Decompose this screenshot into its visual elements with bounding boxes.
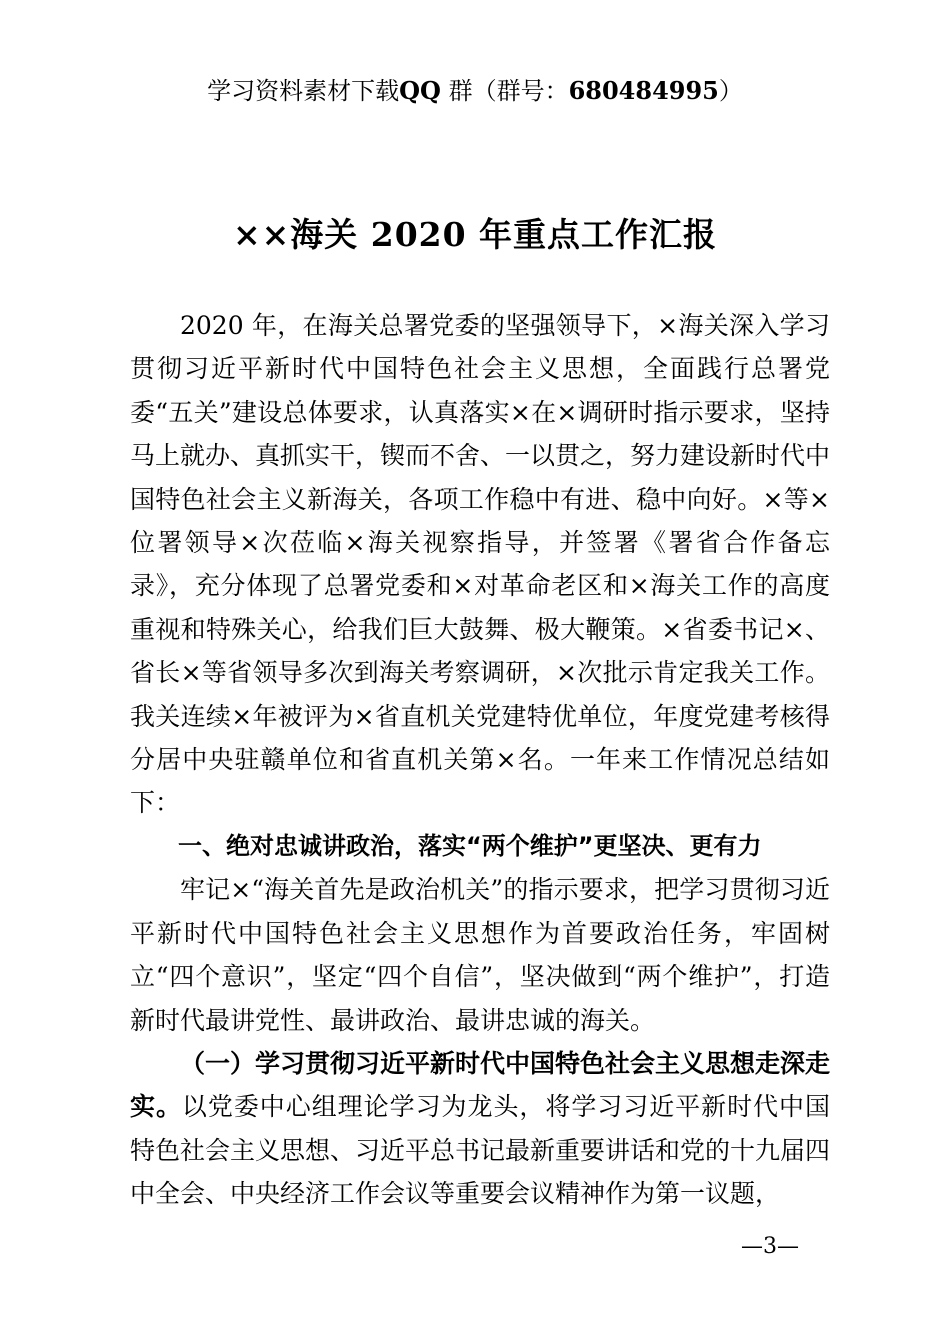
document-title: ××海关 2020 年重点工作汇报 — [232, 215, 718, 254]
subsection-heading-1: （一）学习贯彻习近平新时代中国特色社会主义思想走深走实。 — [130, 1048, 831, 1122]
header-group-label: 群（群号： — [440, 77, 569, 105]
header-group-number: 680484995 — [568, 76, 719, 105]
page-number: —3— — [741, 1234, 799, 1259]
paragraph-section-1: 牢记×“海关首先是政治机关”的指示要求，把学习贯彻习近平新时代中国特色社会主义思想作为首要政治任务，牢固树立“四个意识”，坚定“四个自信”，坚决做到“两个维护”，打造新时代最讲党性、最讲政治、最讲忠诚的海关。 — [130, 875, 830, 1035]
paragraph-intro: 2020 年，在海关总署党委的坚强领导下，×海关深入学习贯彻习近平新时代中国特色社会主义思想，全面践行总署党委“五关”建设总体要求，认真落实×在×调研时指示要求，坚持马上就办、真抓实干，锲而不舍、一以贯之，努力建设新时代中国特色社会主义新海关，各项工作稳中有进、稳中向好。×等×位署领导×次莅临×海关视察指导，并签署《署省合作备忘录》，充分体现了总署党委和×对革命老区和×海关工作的高度重视和特殊关心，给我们巨大鼓舞、极大鞭策。×省委书记×、省长×等省领导多次到海关考察调研，×次批示肯定我关工作。我关连续×年被评为×省直机关党建特优单位，年度党建考核得分居中央驻赣单位和省直机关第×名。一年来工作情况总结如下： — [130, 311, 831, 818]
paragraph-subsection-1 — [130, 1042, 830, 1216]
subsection-text-1: 以党委中心组理论学习为龙头，将学习习近平新时代中国特色社会主义思想、习近平总书记最新重要讲话和党的十九届四中全会、中央经济工作会议等重要会议精神作为第一议题， — [130, 1092, 831, 1209]
header-close-paren: ） — [718, 77, 743, 105]
header-qq: QQ — [399, 76, 441, 105]
section-heading-1: 一、绝对忠诚讲政治，落实“两个维护”更坚决、更有力 — [178, 831, 762, 860]
document-body — [130, 304, 830, 1216]
page-header — [0, 74, 950, 108]
header-text: 学习资料素材下载 — [207, 77, 400, 105]
